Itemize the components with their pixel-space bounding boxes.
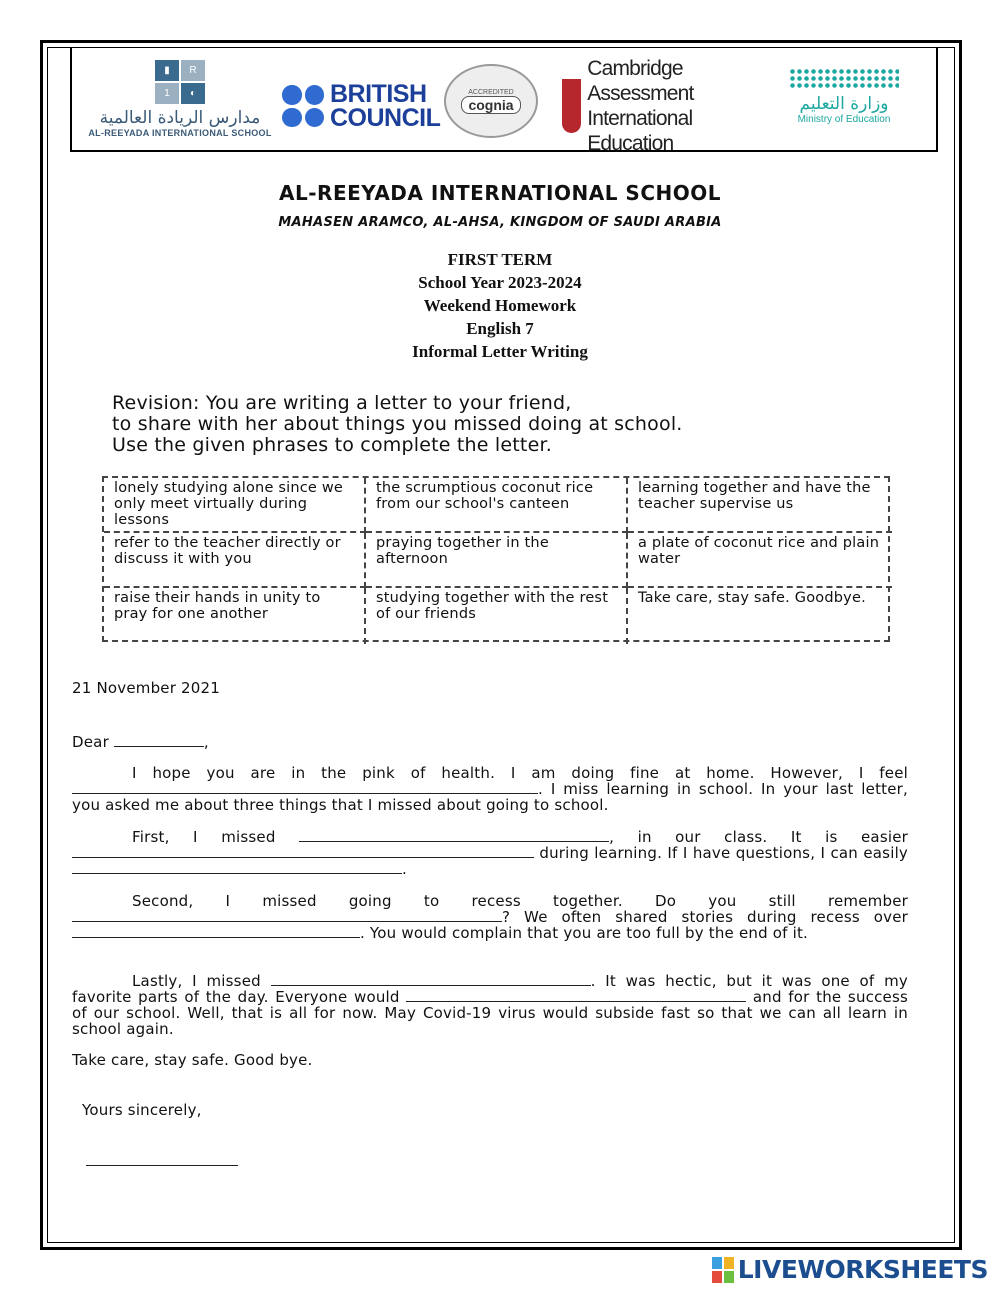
p1-text-a: I hope you are in the pink of health. I am doing fine at home. However, I feel (132, 764, 908, 782)
task-line-3: Use the given phrases to complete the letter. (112, 434, 552, 456)
phrase-cell: a plate of coconut rice and plain water (628, 533, 892, 588)
ministry-english: Ministry of Education (797, 114, 891, 125)
phrase-cell: raise their hands in unity to pray for one another (104, 588, 366, 644)
p4-text-a: Lastly, I missed (132, 972, 261, 990)
school-logo-arabic: مدارس الريادة العالمية (99, 108, 261, 128)
school-emblem-icon (155, 60, 205, 104)
blank-7[interactable] (271, 973, 591, 986)
liveworksheets-icon (712, 1257, 734, 1283)
p2-text-a: First, I missed (132, 828, 276, 846)
school-name: AL-REEYADA INTERNATIONAL SCHOOL (279, 181, 721, 205)
p3-text-a: Second, I missed going to recess together. Do you still remember (132, 892, 908, 910)
cambridge-shield-icon (562, 79, 581, 133)
dear-label: Dear (72, 733, 109, 751)
school-location: MAHASEN ARAMCO, AL-AHSA, KINGDOM OF SAUDI ARABIA (278, 215, 722, 230)
topic: Informal Letter Writing (412, 342, 588, 361)
letter-paragraph-4 (72, 973, 908, 1037)
liveworksheets-brand: LIVEWORKSHEETS (737, 1255, 988, 1284)
school-year: School Year 2023-2024 (418, 273, 582, 292)
british-council-dots-icon (282, 85, 324, 127)
p4-text-c: and for the success of our school. Well, that is all for now. May Covid-19 virus would subside fast so that we can all learn in school again. (72, 988, 909, 1038)
task-line-2: to share with her about things you missed doing at school. (112, 413, 683, 435)
phrase-cell: studying together with the rest of our friends (366, 588, 628, 644)
phrase-cell: learning together and have the teacher supervise us (628, 478, 892, 533)
blank-friend-name[interactable] (114, 734, 204, 747)
blank-8[interactable] (406, 989, 746, 1002)
cambridge-logo (562, 57, 752, 155)
task-line-1: Revision: You are writing a letter to your friend, (112, 392, 572, 414)
liveworksheets-logo (712, 1255, 988, 1284)
emblem-globe-icon: ◐ (181, 83, 205, 104)
emblem-number: 1 (155, 83, 179, 104)
letter-closing: Take care, stay safe. Good bye. (72, 1051, 313, 1069)
p4-text-b: . It was hectic, but it was one of my favorite parts of the day. Everyone would (72, 972, 908, 1006)
letter-paragraph-2: First, I missed , in our class. It is easier during learning. If I have questions, I can easily . (72, 829, 908, 877)
p3-text-b: ? We often shared stories during recess over (502, 908, 908, 926)
ministry-dots-icon (789, 68, 899, 90)
blank-4[interactable] (72, 861, 402, 874)
letter-paragraph-3 (72, 893, 908, 941)
emblem-letter: R (181, 60, 205, 81)
british-council-line2: COUNCIL (330, 104, 441, 132)
letter-date: 21 November 2021 (72, 679, 221, 697)
cognia-wordmark: cognia (461, 96, 520, 114)
british-council-line1: BRITISH (330, 80, 427, 108)
emblem-book-icon: ▮ (155, 60, 179, 81)
blank-2[interactable] (299, 829, 609, 842)
ministry-arabic: وزارة التعليم (799, 94, 889, 114)
cognia-seal (444, 64, 538, 138)
p1-text-b: . I miss learning in school. In your last letter, you asked me about three things that I missed about going to school. (72, 780, 908, 814)
p2-text-b: , in our class. It is easier (609, 828, 908, 846)
blank-1[interactable] (72, 781, 538, 794)
letter-paragraph-1 (72, 765, 908, 813)
letter-salutation: Dear , (72, 733, 209, 751)
school-logo (80, 60, 280, 146)
logo-bar (70, 48, 938, 155)
blank-3[interactable] (72, 845, 534, 858)
p3-text-c: . You would complain that you are too full by the end of it. (360, 924, 809, 942)
letter-signoff: Yours sincerely, (82, 1101, 202, 1119)
ministry-logo (760, 66, 928, 136)
p2-text-c: during learning. If I have questions, I can easily (539, 844, 909, 862)
phrase-cell: Take care, stay safe. Goodbye. (638, 590, 866, 606)
phrase-cell: refer to the teacher directly or discuss it with you (104, 533, 366, 588)
term: FIRST TERM (447, 250, 553, 269)
blank-6[interactable] (72, 925, 360, 938)
subject: English 7 (466, 319, 534, 338)
blank-5[interactable] (72, 909, 502, 922)
british-council-logo (282, 76, 442, 136)
phrase-bank (102, 476, 890, 642)
cambridge-line1: Cambridge Assessment (587, 57, 694, 105)
task-instructions (112, 393, 912, 456)
phrase-cell: lonely studying alone since we only meet virtually during lessons (104, 478, 366, 533)
phrase-cell: praying together in the afternoon (366, 533, 628, 588)
document-meta (0, 248, 1000, 363)
cambridge-line2: International Education (587, 107, 693, 155)
cognia-accredited: ACCREDITED (468, 88, 514, 96)
phrase-cell: the scrumptious coconut rice from our school's canteen (366, 478, 628, 533)
signature-line[interactable] (86, 1165, 238, 1166)
school-logo-english: AL-REEYADA INTERNATIONAL SCHOOL (88, 128, 272, 138)
assignment-type: Weekend Homework (423, 296, 577, 315)
